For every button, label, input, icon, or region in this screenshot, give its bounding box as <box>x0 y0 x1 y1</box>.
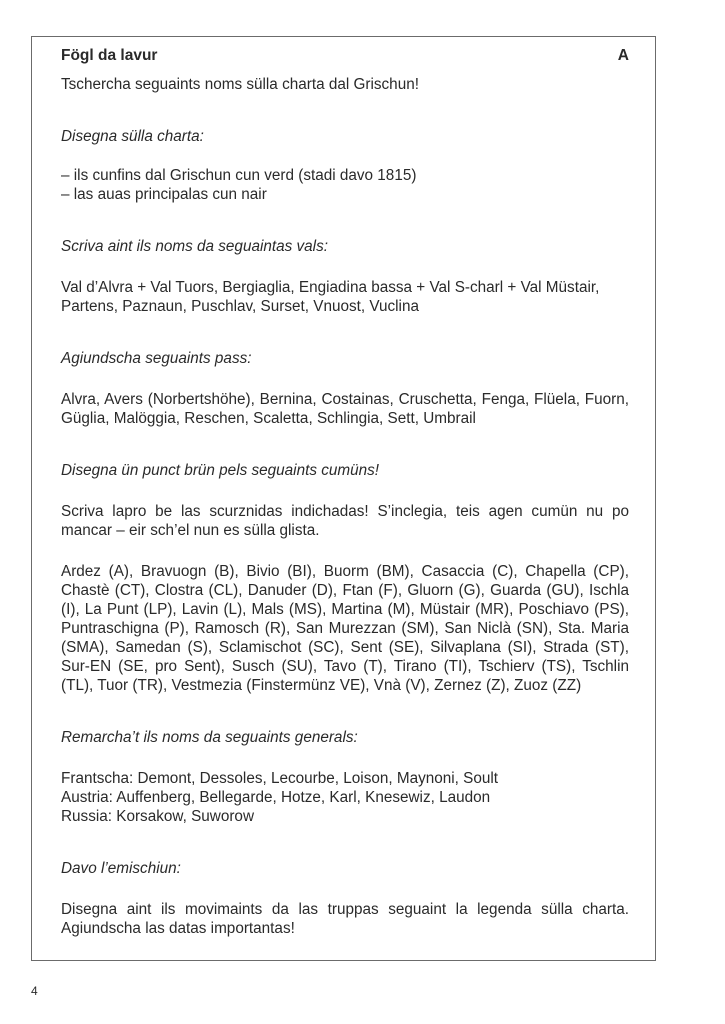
communes-instruction: Scriva lapro be las scurznidas indichadas! S’inclegia, teis agen cumün nu po mancar – eir sch’el nun es sülla glista. <box>61 503 629 539</box>
passes-heading: Agiundscha seguaints pass: <box>61 350 252 367</box>
draw-heading: Disegna sülla charta: <box>61 128 204 145</box>
generals-list <box>61 769 629 826</box>
page-number: 4 <box>31 984 38 998</box>
communes-list: Ardez (A), Bravuogn (B), Bivio (BI), Buorm (BM), Casaccia (C), Chapella (CP), Chastè (CT), Clostra (CL), Danuder (D), Ftan (F), Gluorn (G), Guarda (GU), Ischla (I), La Punt (LP), Lavin (L), Mals (MS), Martina (M), Müstair (MR), Poschiavo (PS), Puntraschigna (P), Ramosch (R), San Murezzan (SM), San Niclà (SN), Sta. Maria (SMA), Samedan (S), Sclamischot (SC), Sent (SE), Silvaplana (SI), Strada (ST), Sur-EN (SE, pro Sent), Susch (SU), Tavo (T), Tirano (TI), Tschierv (TS), Tschlin (TL), Tuor (TR), Vestmezia (Finstermünz VE), Vnà (V), Zernez (Z), Zuoz (ZZ) <box>61 563 629 694</box>
worksheet-letter: A <box>617 47 629 64</box>
generals-line: Frantscha: Demont, Dessoles, Lecourbe, Loison, Maynoni, Soult <box>61 770 499 787</box>
worksheet-title: Fögl da lavur <box>61 47 158 64</box>
after-heading: Davo l’emischiun: <box>61 860 181 877</box>
valleys-text: Val d’Alvra + Val Tuors, Bergiaglia, Engiadina bassa + Val S-charl + Val Müstair, Partens, Paznaun, Puschlav, Surset, Vnuost, Vuclina <box>61 279 600 315</box>
worksheet-header <box>61 46 629 65</box>
intro-text: Tschercha seguaints noms sülla charta dal Grischun! <box>61 76 419 93</box>
draw-item: – ils cunfins dal Grischun cun verd (stadi davo 1815) <box>61 166 629 185</box>
generals-line: Russia: Korsakow, Suworow <box>61 808 254 825</box>
after-text: Disegna aint ils movimaints da las truppas seguaint la legenda sülla charta. Agiundscha las datas importantas! <box>61 901 629 937</box>
valleys-heading: Scriva aint ils noms da seguaintas vals: <box>61 238 328 255</box>
draw-list <box>61 166 629 204</box>
worksheet-content <box>61 46 629 938</box>
passes-text: Alvra, Avers (Norbertshöhe), Bernina, Costainas, Cruschetta, Fenga, Flüela, Fuorn, Güglia, Malöggia, Reschen, Scaletta, Schlingia, Sett, Umbrail <box>61 391 629 427</box>
generals-heading: Remarcha’t ils noms da seguaints generals: <box>61 729 358 746</box>
draw-item: – las auas principalas cun nair <box>61 185 629 204</box>
communes-heading: Disegna ün punct brün pels seguaints cumüns! <box>61 462 380 479</box>
generals-line: Austria: Auffenberg, Bellegarde, Hotze, Karl, Knesewiz, Laudon <box>61 789 491 806</box>
